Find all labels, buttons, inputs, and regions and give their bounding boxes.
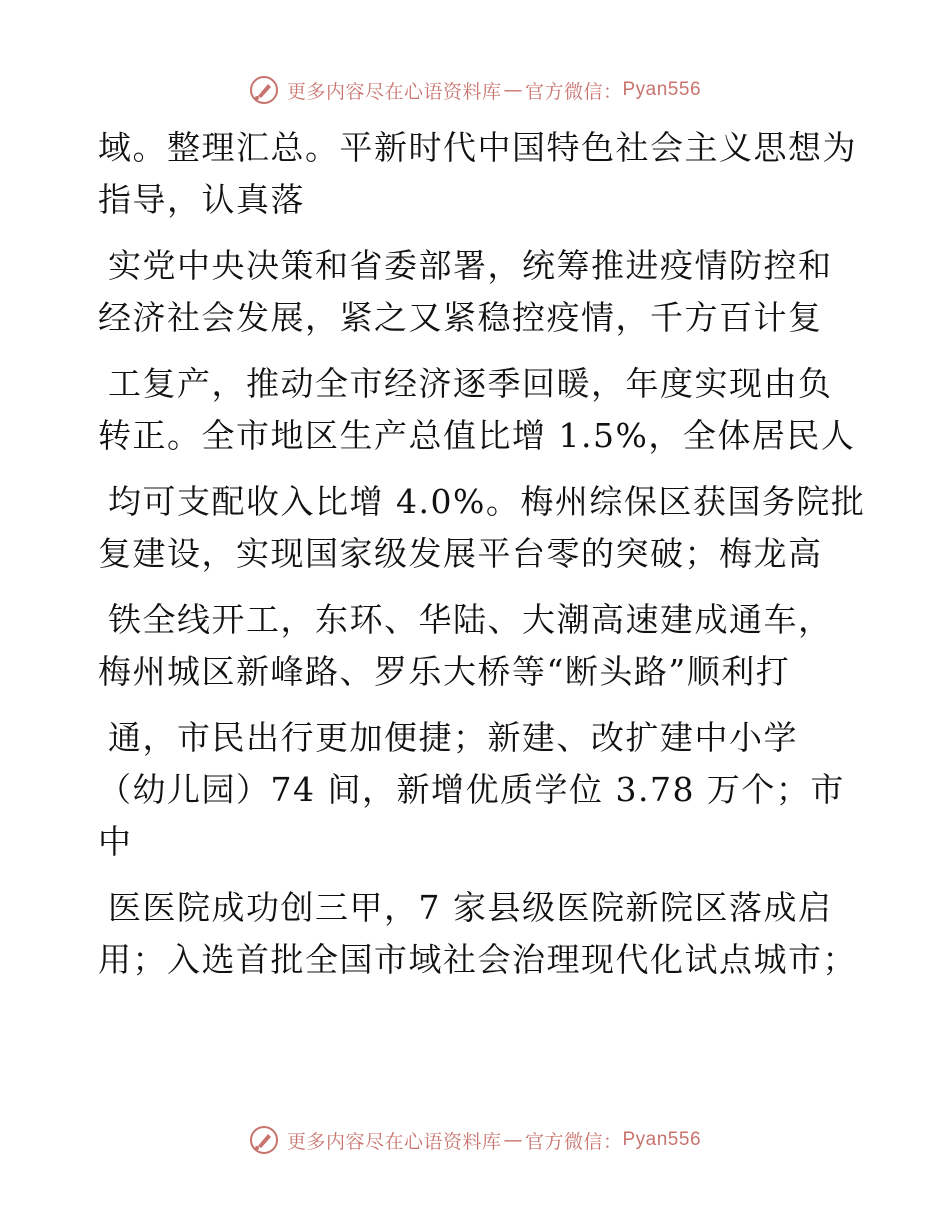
text-line-3: 实党中央决策和省委部署，统筹推进疫情防控和: [108, 246, 833, 285]
watermark-suffix-text: 官方微信：: [524, 1130, 623, 1153]
watermark-main-text: 更多内容尽在心语资料库: [286, 80, 502, 103]
watermark-dash: —: [503, 79, 523, 101]
text-line-7: 均可支配收入比增 4.0%。梅州综保区获国务院批: [108, 482, 866, 521]
watermark-account: Pyan556: [622, 1129, 702, 1150]
text-line-11: 通，市民出行更加便捷；新建、改扩建中小学: [108, 718, 798, 757]
watermark-dash: —: [503, 1129, 523, 1151]
text-line-14: 医医院成功创三甲，7 家县级医院新院区落成启: [108, 888, 833, 927]
text-line-1: 域。整理汇总。平新时代中国特色社会主义思想为: [98, 128, 857, 167]
pen-nib-logo-icon: [249, 75, 279, 105]
text-line-5: 工复产，推动全市经济逐季回暖，年度实现由负: [108, 364, 833, 403]
text-line-9: 铁全线开工，东环、华陆、大潮高速建成通车，: [108, 600, 833, 639]
pen-nib-logo-icon: [249, 1125, 279, 1155]
footer-watermark: [0, 1120, 950, 1160]
watermark-account: Pyan556: [622, 79, 702, 100]
text-line-6: 转正。全市地区生产总值比增 1.5%，全体居民人: [98, 416, 856, 455]
text-line-15: 用；入选首批全国市域社会治理现代化试点城市；: [98, 940, 857, 979]
text-line-8: 复建设，实现国家级发展平台零的突破；梅龙高: [98, 534, 823, 573]
text-line-4: 经济社会发展，紧之又紧稳控疫情，千方百计复: [98, 298, 823, 337]
text-line-13: 中: [98, 822, 133, 861]
watermark-suffix-text: 官方微信：: [524, 80, 623, 103]
header-watermark: [0, 70, 950, 110]
watermark-main-text: 更多内容尽在心语资料库: [286, 1130, 502, 1153]
document-body: [98, 122, 866, 986]
text-line-2: 指导，认真落: [98, 180, 305, 219]
text-line-10: 梅州城区新峰路、罗乐大桥等“断头路”顺利打: [98, 652, 791, 691]
text-line-12: （幼儿园）74 间，新增优质学位 3.78 万个；市: [98, 770, 845, 809]
